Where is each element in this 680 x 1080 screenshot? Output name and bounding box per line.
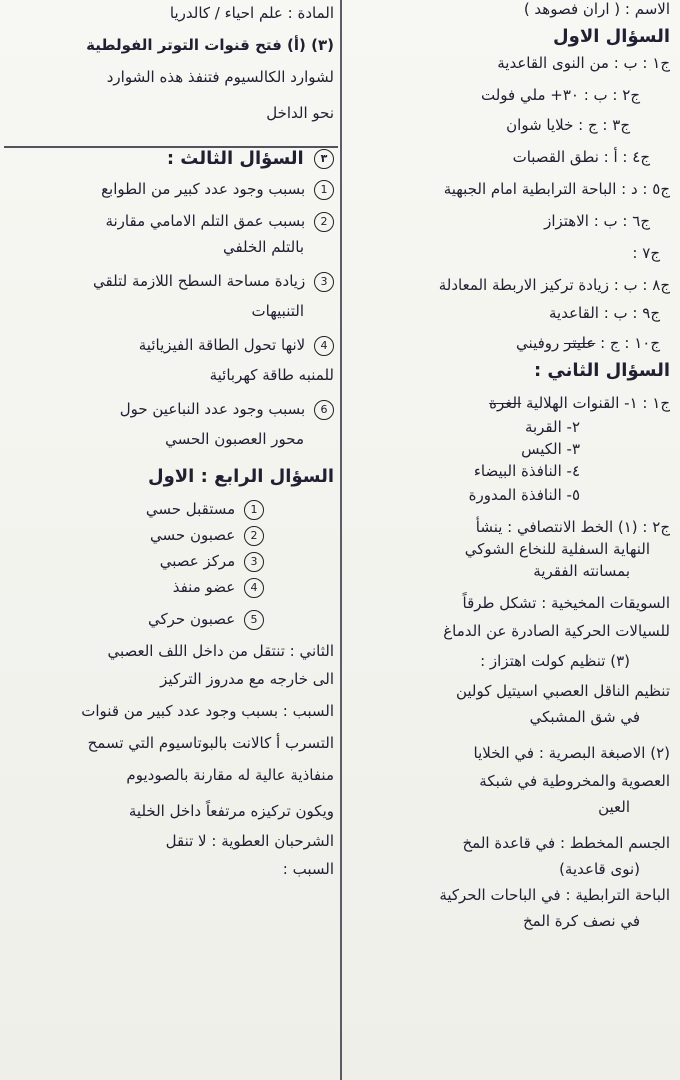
q1-answer-6: ج٦ : ب : الاهتزاز — [544, 212, 650, 230]
q4-item-1-text: مستقبل حسي — [145, 500, 236, 518]
q4-item-5-num: 5 — [244, 610, 264, 630]
q4-second-line-8: السبب : — [282, 860, 334, 878]
q3-item-2 — [10, 210, 334, 232]
question-3-title-text: السؤال الثالث : — [166, 148, 304, 169]
q4-second-line-5: منفاذية عالية له مقارنة بالصوديوم — [126, 766, 334, 784]
q2-item-1-struck: الغرة — [489, 394, 522, 412]
q1-answer-1: ج١ : ب : من النوى القاعدية — [497, 54, 670, 72]
question-3-title — [10, 148, 334, 170]
q3-item-3 — [10, 270, 334, 292]
q3-item-4-num: 4 — [314, 336, 334, 356]
q3-item-6 — [10, 398, 334, 420]
q3-item-4-cont: للمنبه طاقة كهربائية — [209, 366, 334, 384]
q4-second-line-4: التسرب أ كالانت بالبوتاسيوم التي تسمح — [87, 734, 334, 752]
q3a-line-2: لشوارد الكالسيوم فتنفذ هذه الشوارد — [106, 68, 334, 86]
q2-item-5: ٥- النافذة المدورة — [468, 486, 580, 504]
q1-answer-4: ج٤ : أ : نطق القصبات — [512, 148, 650, 166]
q1-answer-10-label: ج١٠ : ج : — [600, 334, 660, 352]
q2b-line-7: تنظيم الناقل العصبي اسيتيل كولين — [455, 682, 670, 700]
q4-second-line-3: السبب : بسبب وجود عدد كبير من قنوات — [81, 702, 334, 720]
q3-item-4-text: لانها تحول الطاقة الفيزيائية — [138, 336, 306, 354]
q3-item-6-text: بسبب وجود عدد النباعين حول — [119, 400, 306, 418]
q1-answer-2: ج٢ : ب : ٣٠+ ملي فولت — [480, 86, 640, 104]
q3-item-3-num: 3 — [314, 272, 334, 292]
q2b-line-1: ج٢ : (١) الخط الانتصافي : ينشأ — [475, 518, 670, 536]
q2-item-1 — [344, 392, 670, 414]
q2-item-4: ٤- النافذة البيضاء — [473, 462, 580, 480]
q3a-line-1: (٣) (أ) فتح قنوات التوتر الفولطية — [86, 36, 334, 54]
q4-item-4 — [10, 576, 334, 598]
q4-item-4-text: عضو منفذ — [172, 578, 236, 596]
q1-answer-9: ج٩ : ب : القاعدية — [549, 304, 660, 322]
q3-item-1-text: بسبب وجود عدد كبير من الطوابع — [101, 180, 306, 198]
q3-item-1 — [10, 178, 334, 200]
q3-item-3-text: زيادة مساحة السطح اللازمة لتلقي — [93, 272, 306, 290]
q4-item-1-num: 1 — [244, 500, 264, 520]
q3-item-2-text: بسبب عمق التلم الامامي مقارنة — [105, 212, 306, 230]
q3-item-6-cont: محور العصبون الحسي — [165, 430, 304, 448]
q4-item-2-text: عصبون حسي — [150, 526, 236, 544]
q2b-line-10: العصوية والمخروطية في شبكة — [479, 772, 670, 790]
q4-item-5 — [10, 608, 334, 630]
q4-item-3-text: مركز عصبي — [159, 552, 236, 570]
q3-item-2-cont: بالتلم الخلفي — [222, 238, 304, 256]
question-4-title: السؤال الرابع : الاول — [147, 466, 334, 487]
q2b-line-11: العين — [598, 798, 630, 816]
question-2-title: السؤال الثاني : — [533, 360, 670, 381]
q3-item-3-cont: التنبيهات — [251, 302, 304, 320]
q1-answer-8: ج٨ : ب : زيادة تركيز الاربطة المعادلة — [438, 276, 670, 294]
q4-item-2-num: 2 — [244, 526, 264, 546]
q2-item-3: ٣- الكيس — [521, 440, 580, 458]
q2-item-2: ٢- القربة — [524, 418, 580, 436]
q1-answer-10-struck: عليتر — [564, 334, 596, 352]
q2b-line-5: للسيالات الحركية الصادرة عن الدماغ — [443, 622, 670, 640]
q2b-line-3: بمسانته الفقرية — [533, 562, 630, 580]
q1-answer-10-value: روفيني — [516, 334, 560, 352]
q2b-line-4: السويقات المخيخية : تشكل طرقاً — [462, 594, 670, 612]
q4-second-line-1: الثاني : تنتقل من داخل اللف العصبي — [107, 642, 334, 660]
q4-second-line-7: الشرحبان العطوية : لا تنقل — [165, 832, 334, 850]
q3a-line-3: نحو الداخل — [266, 104, 334, 122]
q4-item-3 — [10, 550, 334, 572]
q1-answer-10 — [344, 332, 670, 354]
q1-answer-3: ج٣ : ج : خلايا شوان — [506, 116, 630, 134]
q3-item-1-num: 1 — [314, 180, 334, 200]
q4-item-3-num: 3 — [244, 552, 264, 572]
q3-item-6-num: 6 — [314, 400, 334, 420]
q2b-line-14: الباحة الترابطية : في الباحات الحركية — [439, 886, 670, 904]
student-name: الاسم : ( اران فصوهد ) — [523, 0, 670, 18]
q4-item-4-num: 4 — [244, 578, 264, 598]
q3-number-badge: ٣ — [314, 149, 334, 169]
q2-item-1-text: ج١ : ١- القنوات الهلالية — [526, 394, 670, 412]
question-1-title: السؤال الاول — [553, 26, 670, 47]
q2b-line-2: النهاية السفلية للنخاع الشوكي — [464, 540, 650, 558]
subject-label: المادة : علم احياء / كالدريا — [169, 4, 334, 22]
q2b-line-13: (نوى قاعدية) — [559, 860, 640, 878]
q4-item-2 — [10, 524, 334, 546]
q3-item-4 — [10, 334, 334, 356]
q1-answer-7: ج٧ : — [632, 244, 660, 262]
q2b-line-9: (٢) الاصبغة البصرية : في الخلايا — [473, 744, 670, 762]
q4-second-line-6: ويكون تركيزه مرتفعاً داخل الخلية — [128, 802, 334, 820]
q2b-line-8: في شق المشبكي — [529, 708, 640, 726]
q2b-line-15: في نصف كرة المخ — [522, 912, 640, 930]
q2b-line-12: الجسم المخطط : في قاعدة المخ — [462, 834, 670, 852]
section-rule — [4, 146, 338, 148]
q4-item-5-text: عصبون حركي — [148, 610, 236, 628]
q1-answer-5: ج٥ : د : الباحة الترابطية امام الجبهية — [443, 180, 670, 198]
right-column — [340, 0, 680, 1080]
q4-item-1 — [10, 498, 334, 520]
q4-second-line-2: الى خارجه مع مدروز التركيز — [160, 670, 334, 688]
q2b-line-6: (٣) تنظيم كولت اهتزاز : — [480, 652, 630, 670]
q3-item-2-num: 2 — [314, 212, 334, 232]
